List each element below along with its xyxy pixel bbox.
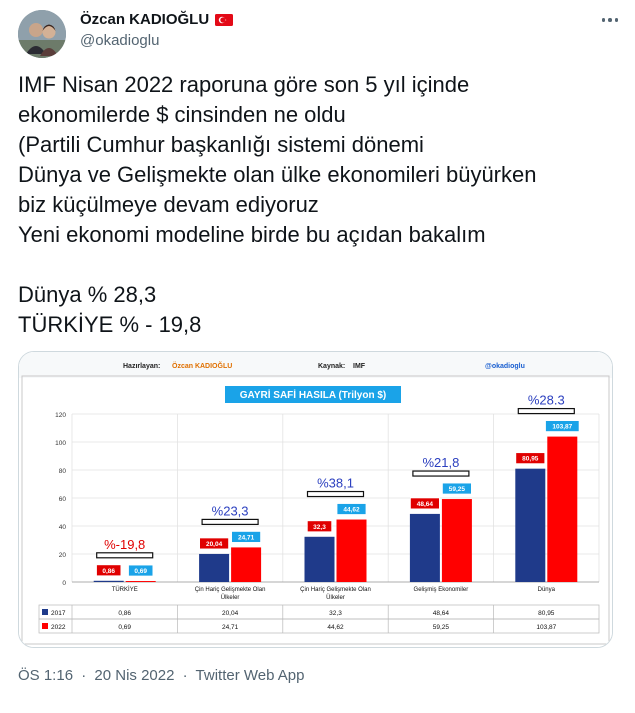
turkey-flag-icon [215, 14, 233, 26]
tweet-image[interactable] [18, 351, 613, 648]
legend-swatch [42, 623, 48, 629]
x-tick-label: Çin Hariç Gelişmekte Olan [300, 587, 371, 593]
tweet-time[interactable]: ÖS 1:16 [18, 667, 74, 684]
meta-separator: · [81, 667, 87, 684]
data-label: 80,95 [522, 455, 539, 463]
bar-2022 [126, 581, 156, 582]
legend-label: 2017 [51, 610, 66, 617]
gdp-bar-chart [19, 352, 612, 647]
data-label: 0,69 [134, 568, 148, 576]
data-label: 103,87 [552, 423, 573, 431]
tweet-source[interactable]: Twitter Web App [195, 667, 305, 684]
legend-label: 2022 [51, 624, 66, 631]
growth-label: %28.3 [527, 392, 565, 408]
prepared-name: Özcan KADIOĞLU [172, 363, 233, 370]
bar-2017 [199, 554, 229, 582]
x-tick-label: Gelişmiş Ekonomiler [413, 587, 469, 593]
bar-2017 [515, 469, 545, 582]
x-tick-label: Ülkeler [326, 595, 345, 601]
more-options-icon[interactable] [599, 10, 621, 30]
prepared-label: Hazırlayan: [123, 363, 161, 370]
y-tick-label: 80 [58, 468, 66, 475]
x-tick-label: Dünya [537, 587, 555, 593]
bar-2017 [94, 581, 124, 582]
table-cell: 24,71 [221, 624, 239, 631]
avatar[interactable] [18, 10, 66, 58]
data-label: 24,71 [237, 534, 255, 542]
growth-frame [308, 492, 364, 497]
table-cell: 59,25 [432, 624, 450, 631]
y-tick-label: 120 [55, 412, 66, 419]
growth-label: %-19,8 [104, 536, 146, 552]
table-cell: 103,87 [536, 624, 557, 631]
data-label: 20,04 [205, 540, 223, 548]
meta-separator: · [182, 667, 188, 684]
y-tick-label: 0 [62, 580, 66, 587]
tweet-text: IMF Nisan 2022 raporuna göre son 5 yıl içinde ekonomilerde $ cinsinden ne oldu (Partili Cumhur başkanlığı sistemi dönemi Dünya ve Gelişmekte olan ülke ekonomileri büyürken biz küçülmeye devam ediyoruz Yeni ekonomi modeline birde bu açıdan bakalım Dünya % 28,3 TÜRKİYE % - 19,8 [18, 72, 537, 337]
y-tick-label: 100 [55, 440, 66, 447]
chart-title: GAYRİ SAFİ HASILA (Trilyon $) [239, 390, 387, 401]
source-label: Kaynak: [318, 363, 346, 370]
y-tick-label: 40 [58, 524, 66, 531]
legend-swatch [42, 609, 48, 615]
data-label: 59,25 [448, 486, 466, 494]
bar-2022 [547, 437, 577, 582]
table-cell: 32,3 [329, 610, 342, 617]
data-label: 32,3 [313, 523, 326, 531]
bar-2022 [442, 499, 472, 582]
growth-frame [518, 409, 574, 414]
bar-2017 [410, 514, 440, 582]
bar-2022 [231, 547, 261, 582]
y-tick-label: 20 [58, 552, 66, 559]
x-tick-label: Ülkeler [220, 595, 240, 601]
growth-frame [202, 519, 258, 524]
avatar-photo [18, 10, 66, 58]
image-handle: @okadioglu [485, 363, 525, 370]
table-cell: 44,62 [327, 624, 344, 631]
growth-frame [413, 471, 469, 476]
tweet-date[interactable]: 20 Nis 2022 [94, 667, 175, 684]
bar-2017 [305, 537, 335, 582]
table-cell: 48,64 [432, 610, 450, 617]
data-label: 48,64 [416, 500, 434, 508]
data-label: 0,86 [102, 567, 116, 575]
table-cell: 20,04 [221, 610, 239, 617]
data-label: 44,62 [343, 506, 360, 514]
user-handle[interactable]: @okadioglu [80, 32, 160, 49]
y-tick-label: 60 [58, 496, 66, 503]
table-cell: 0,86 [118, 610, 132, 617]
table-cell: 0,69 [118, 624, 132, 631]
x-tick-label: TÜRKİYE [111, 587, 138, 593]
x-tick-label: Çin Hariç Gelişmekte Olan [194, 587, 266, 593]
user-name[interactable] [80, 11, 233, 28]
growth-label: %21,8 [422, 455, 460, 471]
table-cell: 80,95 [538, 610, 555, 617]
bar-2022 [337, 520, 367, 582]
source-value: IMF [353, 363, 366, 370]
growth-label: %23,3 [211, 503, 249, 519]
user-name-text[interactable]: Özcan KADIOĞLU [80, 11, 210, 28]
growth-label: %38,1 [317, 475, 354, 491]
tweet-meta [18, 667, 308, 684]
growth-frame [97, 553, 153, 558]
